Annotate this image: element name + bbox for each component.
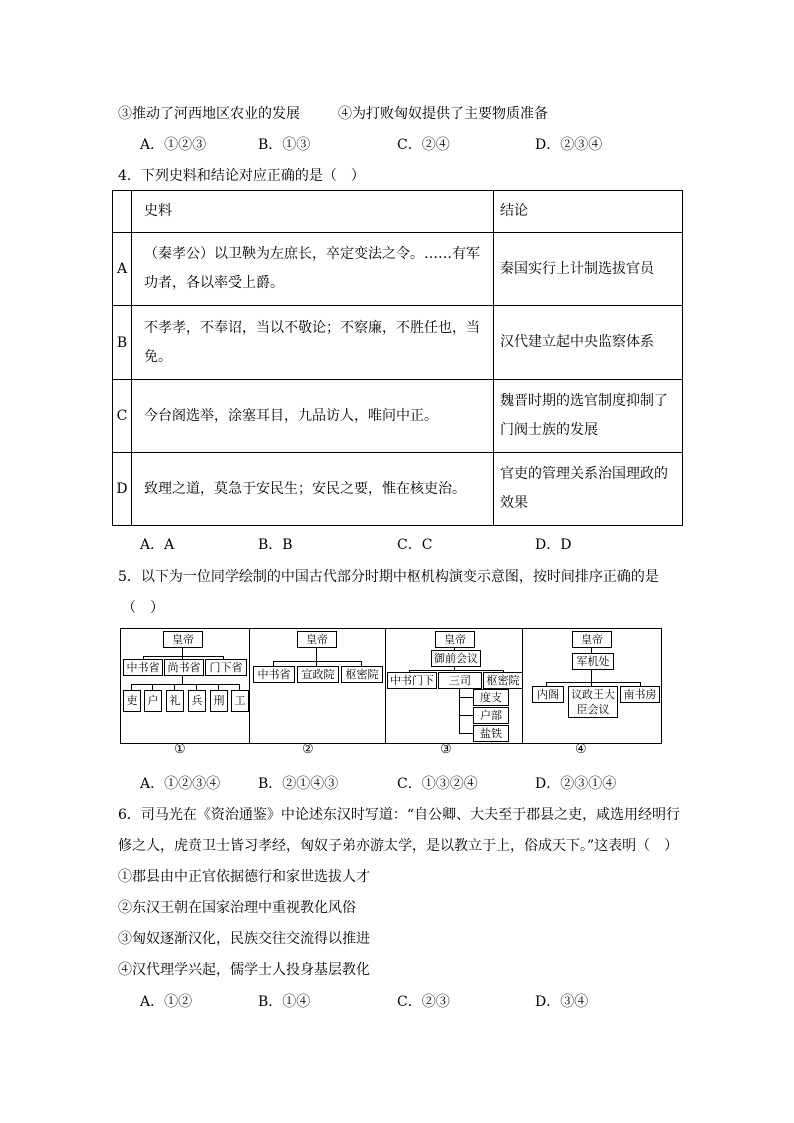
row-key: D <box>113 453 132 526</box>
q4-option-b[interactable]: B．B <box>258 537 293 553</box>
zhongshu-box: 中书省 <box>123 659 163 676</box>
xuanzheng-box: 宣政院 <box>297 666 339 683</box>
zhongshu-menxia-box: 中书门下 <box>387 672 437 689</box>
q5-option-a[interactable]: A．①②③④ <box>140 776 221 792</box>
q5-stem: 5．以下为一位同学绘制的中国古代部分时期中枢机构演变示意图，按时间排序正确的是 <box>118 569 659 585</box>
q6-item-3: ③匈奴逐渐汉化，民族交往交流得以推进 <box>118 931 370 947</box>
ministry-box: 兵 <box>188 690 206 712</box>
shangshu-box: 尚书省 <box>164 659 204 676</box>
emperor-box: 皇帝 <box>163 631 203 648</box>
q5-option-c[interactable]: C．①③②④ <box>397 776 478 792</box>
diagram-panel-4 <box>522 629 661 743</box>
table-header-source: 史料 <box>132 191 494 233</box>
row-source: （秦孝公）以卫鞅为左庶长，卒定变法之令。……有军功者，各以率受上爵。 <box>132 233 494 306</box>
q4-table <box>112 190 683 526</box>
sansi-box: 三司 <box>438 672 482 689</box>
ministry-box: 刑 <box>210 690 228 712</box>
q4-option-c[interactable]: C．C <box>397 537 433 553</box>
q3-item-3: ③推动了河西地区农业的发展 <box>118 106 300 122</box>
panel-number-1: ① <box>174 742 186 757</box>
panel-number-3: ③ <box>440 742 452 757</box>
table-row <box>113 453 683 526</box>
table-row <box>113 191 683 233</box>
panel-number-2: ② <box>302 742 314 757</box>
q6-stem-line1: 6．司马光在《资治通鉴》中论述东汉时写道：“自公卿、大夫至于郡县之吏，咸选用经明行 <box>118 807 681 823</box>
row-conclusion: 官吏的管理关系治国理政的效果 <box>494 453 683 526</box>
q6-option-d[interactable]: D．③④ <box>535 994 589 1010</box>
shumi-box: 枢密院 <box>483 672 523 689</box>
q3-item-4: ④为打败匈奴提供了主要物质准备 <box>338 106 548 122</box>
menxia-box: 门下省 <box>205 659 247 676</box>
table-header-conclusion: 结论 <box>494 191 683 233</box>
diagram-panel-2 <box>249 629 386 743</box>
row-source: 不孝孝，不奉诏，当以不敬论；不察廉，不胜任也，当免。 <box>132 306 494 380</box>
imperial-council-box: 御前会议 <box>431 650 481 667</box>
ministry-box: 工 <box>231 690 249 712</box>
emperor-box: 皇帝 <box>435 631 475 648</box>
q3-option-a[interactable]: A．①②③ <box>140 137 207 153</box>
q6-item-2: ②东汉王朝在国家治理中重视教化风俗 <box>118 900 356 916</box>
row-key: A <box>113 233 132 306</box>
zhongshu-box: 中书省 <box>253 666 295 683</box>
q4-option-d[interactable]: D．D <box>535 537 572 553</box>
q4-option-a[interactable]: A．A <box>140 537 175 553</box>
emperor-box: 皇帝 <box>297 631 337 648</box>
row-conclusion: 汉代建立起中央监察体系 <box>494 306 683 380</box>
row-key: C <box>113 380 132 453</box>
nanshufang-box: 南书房 <box>620 686 660 703</box>
diagram-panel-3 <box>385 629 523 743</box>
q6-item-4: ④汉代理学兴起，儒学士人投身基层教化 <box>118 962 370 978</box>
emperor-box: 皇帝 <box>572 631 612 648</box>
ministry-box: 户 <box>144 690 162 712</box>
q6-option-b[interactable]: B．①④ <box>258 994 311 1010</box>
q4-stem: 4．下列史料和结论对应正确的是（ ） <box>118 168 365 184</box>
q5-option-d[interactable]: D．②③①④ <box>535 776 617 792</box>
row-key: B <box>113 306 132 380</box>
q6-item-1: ①郡县由中正官依据德行和家世选拔人才 <box>118 869 370 885</box>
ministry-box: 礼 <box>166 690 184 712</box>
row-conclusion: 秦国实行上计制选拔官员 <box>494 233 683 306</box>
row-source: 今台阁选举，涂塞耳目，九品访人，唯问中正。 <box>132 380 494 453</box>
table-row <box>113 380 683 453</box>
duzhi-box: 度支 <box>473 689 509 706</box>
q5-option-b[interactable]: B．②①④③ <box>258 776 339 792</box>
row-conclusion: 魏晋时期的选官制度抑制了门阀士族的发展 <box>494 380 683 453</box>
shumi-box: 枢密院 <box>341 666 383 683</box>
table-row <box>113 233 683 306</box>
diagram-panel-1 <box>121 629 250 743</box>
row-source: 致理之道，莫急于安民生；安民之要，惟在核吏治。 <box>132 453 494 526</box>
yantie-box: 盐铁 <box>473 725 509 742</box>
table-cell <box>113 191 132 233</box>
q5-stem-bracket: （ ） <box>122 600 164 616</box>
yizheng-box: 议政王大臣会议 <box>568 686 618 718</box>
ministry-box: 吏 <box>123 690 141 712</box>
q6-stem-line2: 修之人，虎贲卫士皆习孝经，匈奴子弟亦游太学，是以教立于上，俗成天下。”这表明（ ） <box>118 838 679 854</box>
q6-option-a[interactable]: A．①② <box>140 994 193 1010</box>
central-institution-diagram <box>120 628 662 744</box>
neige-box: 内阁 <box>532 686 564 703</box>
junjichu-box: 军机处 <box>572 653 614 670</box>
panel-number-4: ④ <box>575 742 587 757</box>
q6-option-c[interactable]: C．②③ <box>397 994 450 1010</box>
q3-option-d[interactable]: D．②③④ <box>535 137 603 153</box>
q3-option-b[interactable]: B．①③ <box>258 137 311 153</box>
table-row <box>113 306 683 380</box>
hubu-box: 户部 <box>473 707 509 724</box>
q3-option-c[interactable]: C．②④ <box>397 137 450 153</box>
